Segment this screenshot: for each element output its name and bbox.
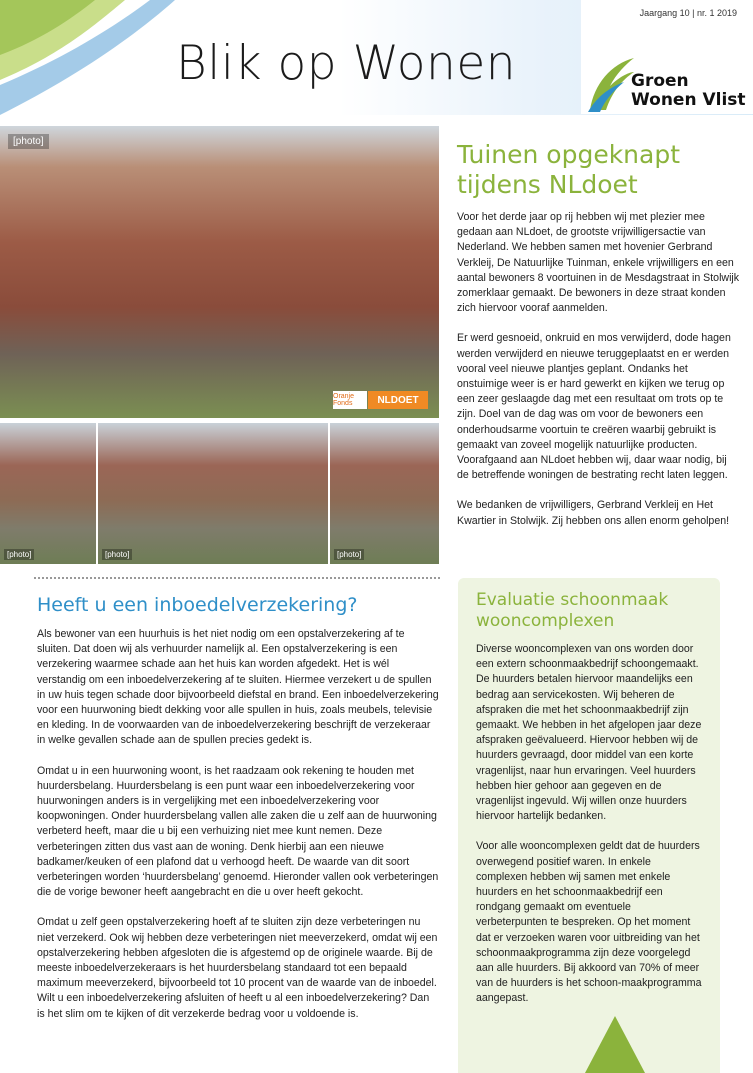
article-evaluatie-title: Evaluatie schoonmaak wooncomplexen [476, 590, 669, 631]
logo-leaf-icon [586, 54, 636, 114]
nldoet-badge: NLDOET [368, 391, 428, 409]
article-inboedel-paragraph: Omdat u zelf geen opstalverzekering hoeft af te sluiten zijn deze verbeteringen nu niet verzekerd. Ook wij hebben deze verbeteringen niet meeverzekerd, omdat wij een opstalverzekering hebben afgesloten die is afgestemd op de originele waarde. Bij de meeste inboedelverzekeraars is het huurdersbelang standaard tot een bepaald maximum meeverzekerd, bijvoorbeeld tot 10 procent van de waarde van de inboedel. Wilt u een inboedelverzekering afsluiten of heeft u al een inboedelverzekering? Dan is het slim om te kijken of dit verzekerde bedrag voor u voldoende is. [37, 916, 438, 1020]
masthead-title: Blik op Wonen [176, 36, 517, 91]
photo-small-2 [98, 423, 328, 564]
article-inboedel-paragraph: Als bewoner van een huurhuis is het niet nodig om een opstalverzekering af te sluiten. Dat doen wij als verhuurder namelijk al. Een opstalverzekering is een verzekering waarmee schade aan het huis kan worden afgedekt. Het is wél verstandig om een inboedelverzekering af te sluiten. Hiermee verzekert u de spullen in uw huis tegen schade door bijvoorbeeld diefstal en brand. Een inboedelverzekering voor een huurwoning biedt dekking voor alle spullen in huis, zoals meubels, televisie en kleding. In de voorwaarden van de inboedelverzekering beschrijft de verzekeraar in welke gevallen schade aan de spullen precies gedekt is. [37, 628, 439, 747]
article-evaluatie-body [476, 642, 702, 1007]
oranje-fonds-logo: Oranje Fonds [333, 391, 367, 409]
article-inboedel-paragraph: Omdat u in een huurwoning woont, is het raadzaam ook rekening te houden met huurdersbelang. Huurdersbelang is een punt waar een inboedelverzekering voor huurwoningen anders is in vergelijking met een inboedelverzekering voor koopwoningen. Onder huurdersbelang vallen alle zaken die u zelf aan de huurwoning verbeterd heeft, maar die u bij een verhuizing niet mee kunt nemen. Deze verbeteringen zitten dus vast aan de woning. Denk hierbij aan een nieuwe badkamer/keuken of een plafond dat u verhoogd heeft. De waarde van dit soort verbeteringen worden ‘huurdersbelang’ genoemd. Hieronder vallen ook verbeteringen die de vorige bewoner heeft aangebracht en die u over heeft gekocht. [37, 764, 439, 899]
section-divider [34, 577, 440, 579]
article-evaluatie-paragraph: Voor alle wooncomplexen geldt dat de huurders overwegend positief waren. In enkele complexen hebben wij samen met enkele huurders en het schoonmaakbedrijf een rondgang gemaakt om eventuele verbeterpunten te bespreken. Op het moment dat er verzoeken waren voor uitbreiding van het schoonmaakprogramma zijn deze voorgelegd aan alle huurders. Bij akkoord van 70% of meer van de huurders is het schoon-maakprogramma aangepast. [476, 840, 702, 1005]
photo-small-1-label: [photo] [4, 549, 34, 560]
photo-small-1 [0, 423, 96, 564]
article-tuinen-paragraph: Voor het derde jaar op rij hebben wij met plezier mee gedaan aan NLdoet, de grootste vrijwilligersactie van Nederland. We hebben samen met hovenier Gerbrand Verkleij, De Natuurlijke Tuinman, enkele vrijwilligers en een aantal bewoners 8 voortuinen in de Mesdagstraat in Stolwijk zomerklaar gemaakt. De bewoners in deze straat konden zich hiervoor vooraf aanmelden. [457, 211, 740, 315]
logo-line-2: Wonen Vlist [631, 90, 746, 110]
decorative-triangle-icon [585, 1016, 645, 1073]
article-evaluatie-box [458, 578, 720, 1073]
logo-line-1: Groen [631, 71, 689, 91]
article-tuinen-title: Tuinen opgeknapt tijdens NLdoet [457, 140, 681, 199]
article-inboedel-title: Heeft u een inboedelverzekering? [37, 594, 358, 616]
article-tuinen-paragraph: We bedanken de vrijwilligers, Gerbrand Verkleij en Het Kwartier in Stolwijk. Zij hebben ons allen enorm geholpen! [457, 499, 730, 527]
issue-number: Jaargang 10 | nr. 1 2019 [639, 8, 737, 18]
hero-photo [0, 126, 439, 418]
photo-small-3 [330, 423, 439, 564]
article-inboedel-body [37, 627, 439, 1022]
logo-wordmark [631, 72, 746, 110]
masthead-header [0, 0, 753, 115]
photo-small-2-label: [photo] [102, 549, 132, 560]
photo-small-3-label: [photo] [334, 549, 364, 560]
article-tuinen [457, 140, 741, 544]
article-inboedel [37, 594, 439, 1037]
article-evaluatie-paragraph: Diverse wooncomplexen van ons worden door een extern schoonmaakbedrijf schoongemaakt. De huurders betalen hiervoor maandelijks een bedrag aan servicekosten. Wij beheren de afspraken die met het schoonmaakbedrijf zijn gemaakt. We hebben in het afgelopen jaar deze afspraken geëvalueerd. Hiervoor hebben wij de huurders gevraagd, door middel van een korte vragenlijst, naar hun ervaringen. Veel huurders hebben hier gehoor aan gegeven en de vragenlijst ingevuld. Wij willen onze huurders hiervoor hartelijk bedanken. [476, 643, 702, 823]
article-tuinen-paragraph: Er werd gesnoeid, onkruid en mos verwijderd, dode hagen werden verwijderd en nieuwe teruggeplaatst en er werden vooral veel nieuwe plantjes geplant. Ondanks het onstuimige weer is er hard gewerkt en kijken we terug op een zeer geslaagde dag met een resultaat om trots op te zijn. Doel van de dag was om voor de bewoners een onderhoudsarme voortuin te creëren waarbij gebruikt is gemaakt van zoveel mogelijk natuurlijke producten. Voorafgaand aan NLdoet hebben wij, daar waar nodig, bij de betreffende woningen de bestrating recht laten leggen. [457, 332, 731, 482]
hero-photo-label: [photo] [8, 134, 49, 149]
article-tuinen-body [457, 210, 741, 529]
